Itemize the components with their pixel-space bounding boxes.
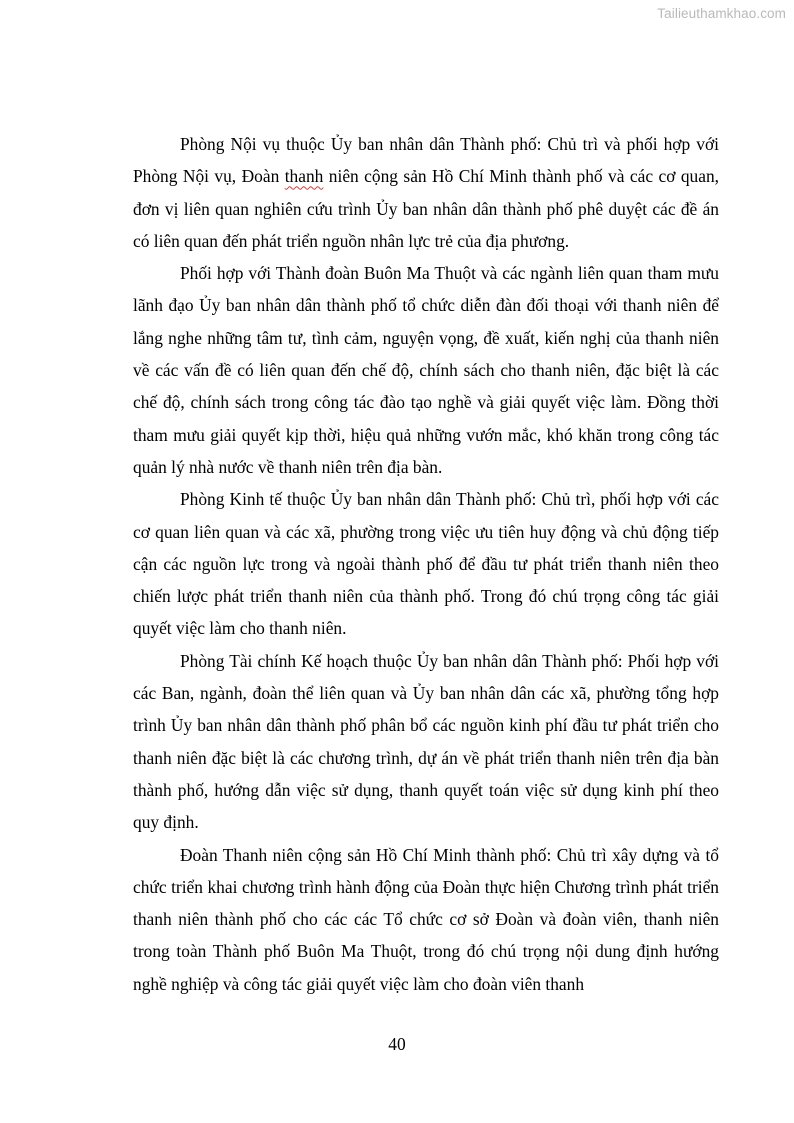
paragraph-text: niên cộng sản Hồ Chí Minh thành phố và các cơ quan, đơn vị liên quan nghiên cứu trình Ủy ban nhân dân thành phố phê duyệt các đề án có liên quan đến phát triển nguồn nhân lực trẻ của địa phương. — [133, 166, 719, 251]
paragraph-phong-tai-chinh: Phòng Tài chính Kế hoạch thuộc Ủy ban nhân dân Thành phố: Phối hợp với các Ban, ngành, đoàn thể liên quan và Ủy ban nhân dân các xã, phường tổng hợp trình Ủy ban nhân dân thành phố phân bổ các nguồn kinh phí đầu tư phát triển cho thanh niên đặc biệt là các chương trình, dự án về phát triển thanh niên trên địa bàn thành phố, hướng dẫn việc sử dụng, thanh quyết toán việc sử dụng kinh phí theo quy định. — [133, 650, 719, 833]
paragraph-phong-kinh-te: Phòng Kinh tế thuộc Ủy ban nhân dân Thành phố: Chủ trì, phối hợp với các cơ quan liên quan và các xã, phường trong việc ưu tiên huy động và chủ động tiếp cận các nguồn lực trong và ngoài thành phố để đầu tư phát triển thanh niên theo chiến lược phát triển thanh niên của thành phố. Trong đó chú trọng công tác giải quyết việc làm cho thanh niên. — [133, 489, 719, 639]
page-number: 40 — [388, 1034, 406, 1054]
spellcheck-flagged-word[interactable]: thanh — [284, 166, 324, 187]
paragraph-thanh-doan: Phối hợp với Thành đoàn Buôn Ma Thuột và các ngành liên quan tham mưu lãnh đạo Ủy ban nhân dân thành phố tổ chức diễn đàn đối thoại với thanh niên để lắng nghe những tâm tư, tình cảm, nguyện vọng, đề xuất, kiến nghị của thanh niên về các vấn đề có liên quan đến chế độ, chính sách cho thanh niên, đặc biệt là các chế độ, chính sách trong công tác đào tạo nghề và giải quyết việc làm. Đồng thời tham mưu giải quyết kịp thời, hiệu quả những vướn mắc, khó khăn trong công tác quản lý nhà nước về thanh niên trên địa bàn. — [133, 263, 719, 477]
document-body — [133, 128, 719, 1000]
watermark: Tailieuthamkhao.com — [657, 6, 786, 21]
paragraph-phong-noi-vu — [133, 128, 719, 257]
paragraph-doan-thanh-nien: Đoàn Thanh niên cộng sản Hồ Chí Minh thành phố: Chủ trì xây dựng và tổ chức triển khai chương trình hành động của Đoàn thực hiện Chương trình phát triển thanh niên thành phố cho các các Tổ chức cơ sở Đoàn và đoàn viên, thanh niên trong toàn Thành phố Buôn Ma Thuột, trong đó chú trọng nội dung định hướng nghề nghiệp và công tác giải quyết việc làm cho đoàn viên thanh — [133, 844, 719, 994]
paragraph-text: Phòng Nội vụ thuộc Ủy ban nhân dân Thành phố: Chủ trì và phối hợp với Phòng Nội vụ, Đoàn — [133, 134, 719, 187]
